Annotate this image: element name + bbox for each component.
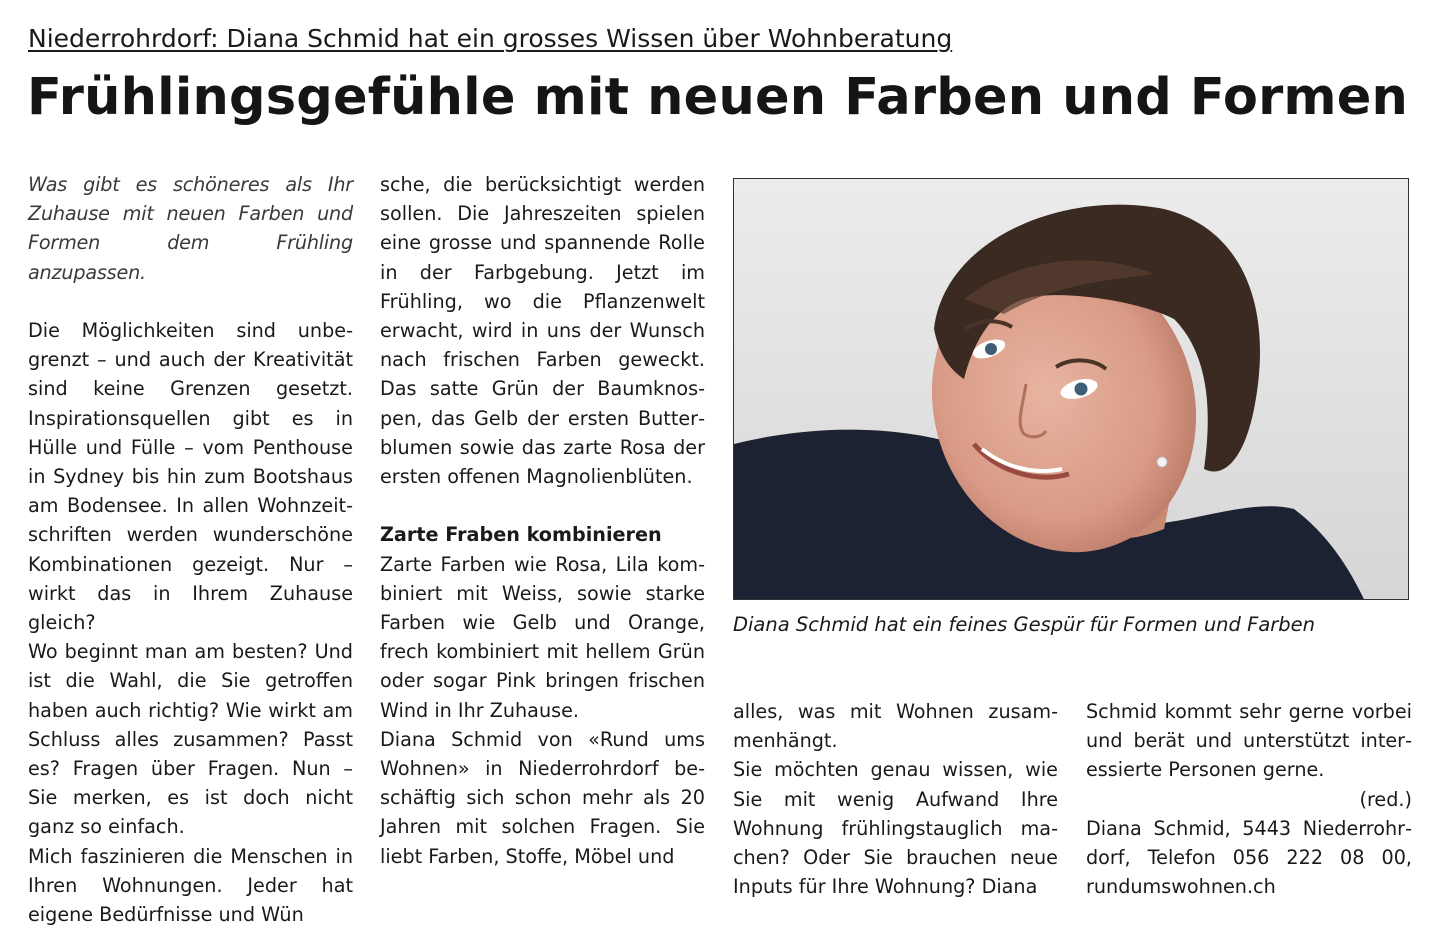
author-credit: (red.)	[1359, 787, 1412, 811]
paragraph: Wo beginnt man am besten? Und ist die Wahl, die Sie getroffen haben auch richtig? Wie wirkt am Schluss alles zusammen? Passt es? Fragen über Fragen. Nun – Sie merken, es ist doch nicht ganz so einfach.	[28, 640, 353, 839]
paragraph: Schmid kommt sehr gerne vorbei und berät und unterstützt interessierte Personen gerne.	[1086, 700, 1412, 782]
paragraph: Die Möglichkeiten sind unbegrenzt – und auch der Kreativität sind keine Grenzen gesetzt. Inspirationsquellen gibt es in Hülle und Fülle – vom Penthouse in Sydney bis hin zum Bootshaus am Bodensee. In allen Wohnzeitschriften werden wunderschöne Kombinationen gezeigt. Nur – wirkt das in Ihrem Zuhause gleich?	[28, 319, 353, 635]
portrait-photo	[733, 178, 1409, 600]
photo-caption: Diana Schmid hat ein feines Gespür für Formen und Farben	[733, 613, 1316, 636]
article-column-4	[1086, 697, 1412, 901]
paragraph: sche, die berücksichtigt werden sollen. Die Jahreszeiten spielen eine grosse und spannende Rolle in der Farbgebung. Jetzt im Frühling, wo die Pflanzenwelt erwacht, wird in uns der Wunsch nach frischen Farben geweckt. Das satte Grün der Baumknospen, das Gelb der ersten Butterblumen sowie das zarte Rosa der ersten offenen Magnolienblüten.	[380, 173, 705, 489]
paragraph: Sie möchten genau wissen, wie Sie mit wenig Aufwand Ihre Wohnung frühlingstauglich machen? Oder Sie brauchen neue Inputs für Ihre Wohnung? Diana	[733, 758, 1058, 899]
article-kicker: Niederrohrdorf: Diana Schmid hat ein grosses Wissen über Wohnberatung	[28, 24, 953, 53]
section-subheading: Zarte Fraben kombinieren	[380, 523, 662, 547]
paragraph: Zarte Farben wie Rosa, Lila kombiniert mit Weiss, sowie starke Farben wie Gelb und Orange, frech kombiniert mit hellem Grün oder sogar Pink bringen frischen Wind in Ihr Zuhause.	[380, 552, 705, 722]
article-lead: Was gibt es schöneres als Ihr Zuhause mit neuen Farben und Formen dem Frühling anzupassen.	[28, 173, 353, 284]
contact-info: Diana Schmid, 5443 Niederrohrdorf, Telefon 056 222 08 00, rundumswohnen.ch	[1086, 816, 1412, 899]
article-column-2	[380, 170, 705, 871]
paragraph: Mich faszinieren die Menschen in Ihren Wohnungen. Jeder hat eigene Bedürfnisse und Wün	[28, 844, 353, 927]
article-column-1	[28, 170, 353, 929]
portrait-illustration	[734, 179, 1408, 599]
article-column-3	[733, 697, 1058, 901]
paragraph: Diana Schmid von «Rund ums Wohnen» in Niederrohrdorf beschäftig sich schon mehr als 20 Jahren mit solchen Fragen. Sie liebt Farben, Stoffe, Möbel und	[380, 727, 705, 868]
paragraph: alles, was mit Wohnen zusammenhängt.	[733, 700, 1058, 753]
article-headline: Frühlingsgefühle mit neuen Farben und Formen	[27, 68, 1409, 127]
